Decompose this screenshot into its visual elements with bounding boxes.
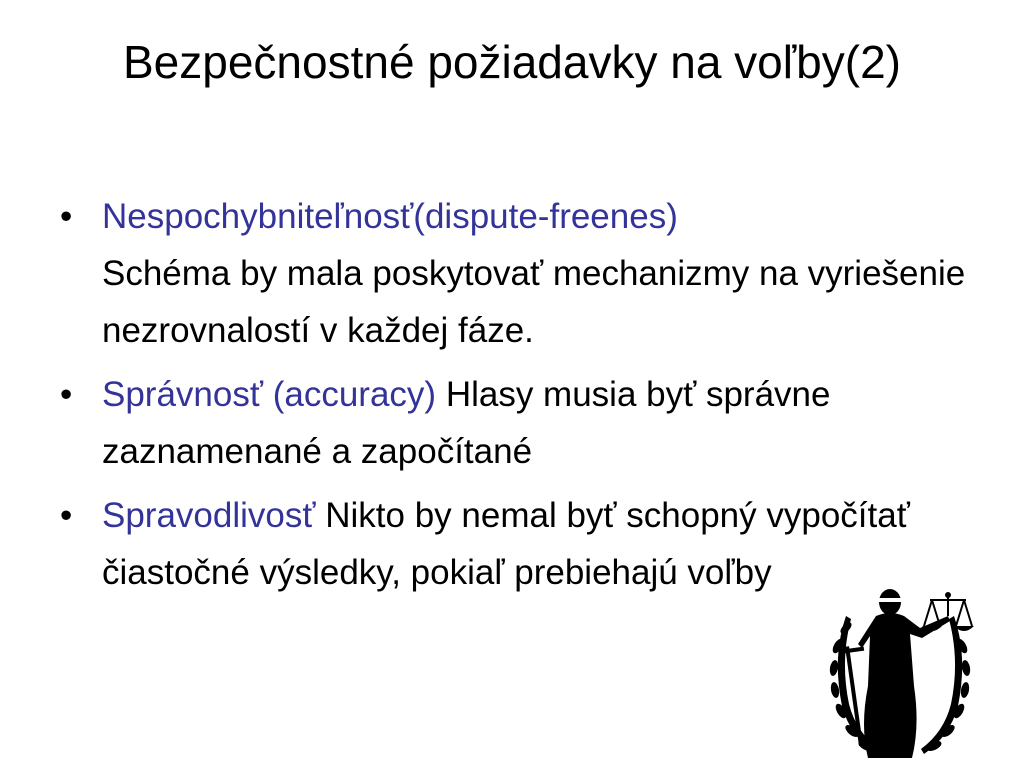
bullet-dot: • (60, 496, 73, 535)
bullet-term: Nespochybniteľnosť(dispute-freenes) (102, 197, 678, 236)
bullet-term: Spravodlivosť (102, 496, 316, 535)
bullet-text: Hlasy musia byť správne zaznamenané a započítané (102, 375, 831, 471)
bullet-text: Nikto by nemal byť schopný vypočítať čiastočné výsledky, pokiaľ prebiehajú voľby (102, 496, 910, 592)
bullet-list (58, 188, 988, 608)
lady-justice-icon (824, 586, 976, 764)
bullet-dot: • (60, 375, 73, 414)
bullet-dot: • (60, 197, 73, 236)
bullet-item-dispute-freeness (58, 188, 988, 359)
bullet-item-accuracy (58, 366, 988, 480)
bullet-item-fairness (58, 487, 988, 601)
bullet-text: Schéma by mala poskytovať mechanizmy na vyriešenie nezrovnalostí v každej fáze. (102, 254, 966, 350)
slide-title: Bezpečnostné požiadavky na voľby(2) (123, 36, 901, 88)
bullet-term: Správnosť (accuracy) (102, 375, 437, 414)
